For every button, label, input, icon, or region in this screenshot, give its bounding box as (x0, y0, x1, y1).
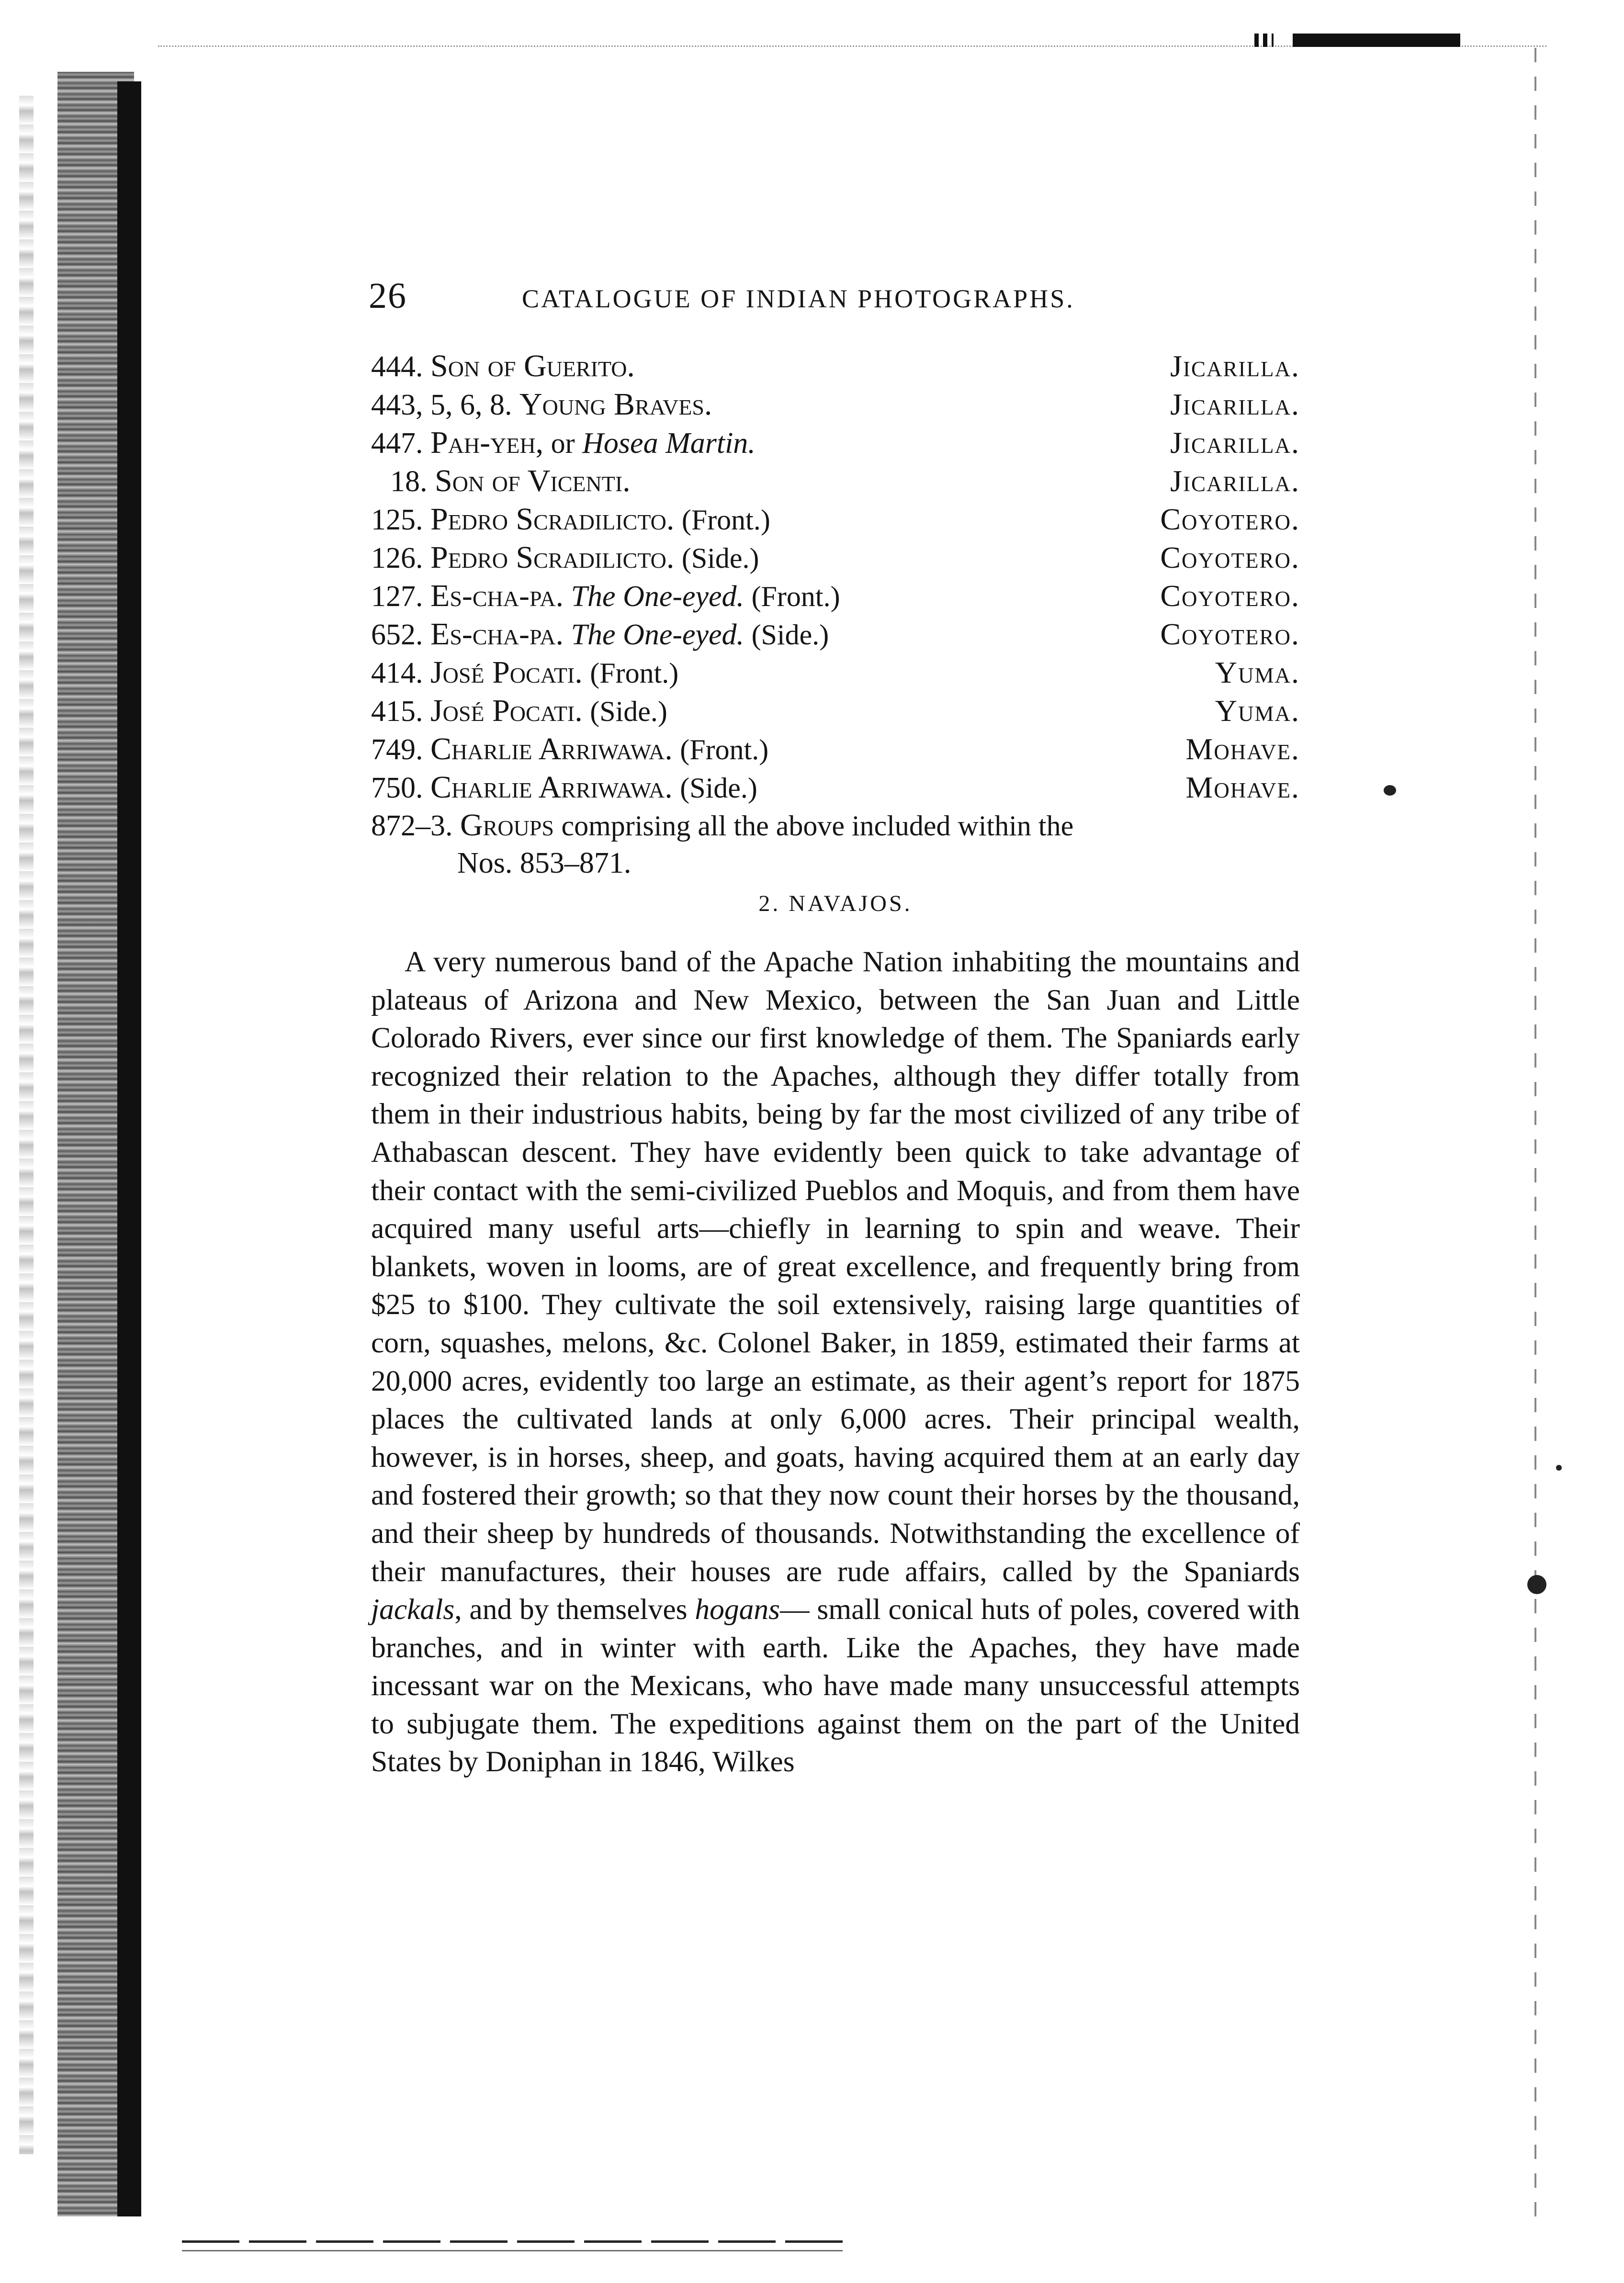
page-edge-shadow (19, 96, 34, 2154)
entry-alias: The One-eyed. (571, 580, 744, 613)
catalogue-entry (371, 692, 1300, 730)
page-number: 26 (369, 276, 407, 316)
group-entry-range: Nos. 853–871. (457, 847, 632, 879)
entry-name: Groups (460, 808, 554, 843)
top-scan-bar (1293, 34, 1460, 47)
entry-tribe: Jicarilla. (1170, 464, 1300, 498)
entry-view: (Side.) (751, 619, 829, 651)
entry-tribe: Coyotero. (1160, 540, 1300, 574)
entry-tribe: Yuma. (1215, 655, 1300, 689)
entry-alias: The One-eyed. (571, 619, 744, 651)
entry-number: 749. (371, 733, 423, 766)
paragraph-text: , and by themselves (454, 1593, 688, 1626)
entry-name: Young Braves. (519, 387, 712, 422)
top-scan-ticks (1254, 34, 1274, 47)
catalogue-entry (371, 462, 1300, 500)
entry-name: José Pocati. (430, 655, 583, 690)
ink-speck (1384, 785, 1396, 796)
entry-view: (Front.) (681, 504, 770, 536)
bottom-scan-rule (182, 2240, 843, 2243)
catalogue-entry (371, 615, 1300, 653)
paragraph-text: A very numerous band of the Apache Nation inhabiting the mountains and plateaus of Arizona and New Mexico, between the San Juan and Little Colorado Rivers, ever since our first knowledge of them. The Spaniards early recognized their relation to the Apaches, although they differ totally from them in their industrious habits, being by far the most civilized of any tribe of Athabascan descent. They have evidently been quick to take advantage of their contact with the semi-civilized Pueblos and Moquis, and from them have acquired many useful arts—chiefly in learning to spin and weave. Their blankets, woven in looms, are of great excellence, and frequently bring from $25 to $100. They cultivate the soil extensively, raising large quantities of corn, squashes, melons, &c. Colonel Baker, in 1859, estimated their farms at 20,000 acres, evidently too large an estimate, as their agent’s report for 1875 places the cultivated lands at only 6,000 acres. Their principal wealth, however, is in horses, sheep, and goats, having acquired them at an early day and fostered their growth; so that they now count their horses by the thousand, and their sheep by hundreds of thousands. Notwithstanding the excellence of their manufactures, their houses are rude affairs, called by the Spaniards (371, 945, 1300, 1588)
entry-tribe: Yuma. (1215, 694, 1300, 728)
entry-view: (Front.) (590, 657, 679, 689)
entry-name: Charlie Arriwawa. (430, 731, 673, 766)
entry-number: 125. (371, 504, 423, 536)
entry-number: 127. (371, 580, 423, 613)
entry-number: 652. (371, 619, 423, 651)
paragraph-text: — small conical huts of poles, covered with branches, and in winter with earth. Like the Apaches, they have made incessant war on the Mexicans, who have made many unsuccessful attempts to subjugate them. The expeditions against them on the part of the United States by Doniphan in 1846, Wilkes (371, 1593, 1300, 1778)
group-entry-text: comprising all the above included within the (561, 810, 1074, 842)
entry-name: Son of Vicenti. (435, 463, 631, 498)
entry-number: 18. (390, 465, 428, 498)
paragraph-italic-term: hogans (695, 1593, 780, 1626)
entry-name: Pah-yeh, (430, 425, 544, 460)
catalogue-entry (371, 424, 1300, 462)
entry-tribe: Coyotero. (1160, 617, 1300, 651)
catalogue-entry (371, 730, 1300, 768)
group-entry (371, 807, 1300, 882)
entry-number: 415. (371, 695, 423, 728)
catalogue-entry (371, 500, 1300, 539)
entry-view: (Side.) (680, 772, 757, 804)
catalogue-entry (371, 653, 1300, 692)
entry-tribe: Mohave. (1185, 770, 1300, 804)
entry-tribe: Coyotero. (1160, 579, 1300, 613)
catalogue-entry (371, 539, 1300, 577)
entry-view: (Front.) (680, 734, 769, 765)
entry-alias: Hosea Martin. (582, 427, 756, 460)
paragraph-italic-term: jackals (371, 1593, 455, 1626)
running-head-title: CATALOGUE OF INDIAN PHOTOGRAPHS. (522, 284, 1075, 313)
entry-number: 872–3. (371, 810, 453, 842)
catalogue-entry (371, 577, 1300, 615)
bottom-scan-line (182, 2250, 843, 2251)
entry-name: Charlie Arriwawa. (430, 770, 673, 805)
entry-tribe: Jicarilla. (1170, 387, 1300, 421)
catalogue-entry (371, 347, 1300, 385)
entry-tribe: Jicarilla. (1170, 349, 1300, 383)
catalogue-entry (371, 768, 1300, 807)
entry-view: (Side.) (681, 542, 759, 574)
right-page-edge (1534, 48, 1536, 2231)
entry-view: (Front.) (751, 581, 840, 612)
entry-view: (Side.) (590, 696, 667, 727)
ink-speck (1527, 1575, 1546, 1594)
section-heading: 2. NAVAJOS. (758, 891, 913, 916)
entry-name: Pedro Scradilicto. (430, 540, 675, 575)
entry-tribe: Jicarilla. (1170, 426, 1300, 460)
entry-connector: or (551, 427, 575, 459)
entry-number: 443, 5, 6, 8. (371, 389, 512, 421)
catalogue-entry (371, 385, 1300, 424)
navajos-paragraph (371, 943, 1300, 1781)
entry-name: Es-cha-pa. (430, 578, 564, 613)
entry-number: 414. (371, 657, 423, 689)
entry-number: 447. (371, 427, 423, 460)
entry-name: Pedro Scradilicto. (430, 502, 675, 537)
entry-number: 750. (371, 772, 423, 804)
ink-speck (1556, 1465, 1562, 1471)
binding-gutter (117, 81, 141, 2216)
running-head (369, 275, 1326, 337)
entry-number: 444. (371, 350, 423, 383)
catalogue-entries (371, 347, 1300, 882)
entry-tribe: Mohave. (1185, 732, 1300, 766)
entry-name: Es-cha-pa. (430, 617, 564, 652)
entry-name: Son of Guerito. (430, 349, 635, 383)
entry-number: 126. (371, 542, 423, 574)
entry-tribe: Coyotero. (1160, 502, 1300, 536)
entry-name: José Pocati. (430, 693, 583, 728)
